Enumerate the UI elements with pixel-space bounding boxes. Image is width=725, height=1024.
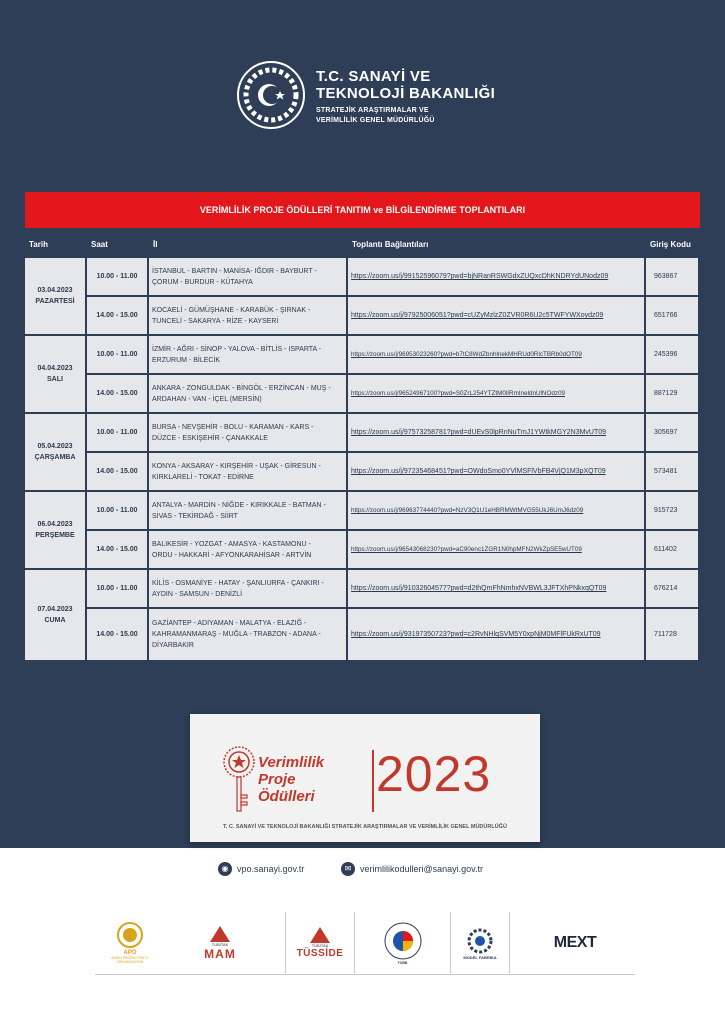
tobb-logo xyxy=(375,912,430,974)
time-cell: 10.00 - 11.00 xyxy=(87,336,149,375)
table-header-row xyxy=(25,230,700,258)
day-date-cell xyxy=(25,336,87,414)
province-line: AYDIN - SAMSUN - DENİZLİ xyxy=(152,590,243,598)
day-date: 07.04.2023 xyxy=(37,606,73,613)
key-seal-icon xyxy=(222,745,256,815)
mext-logo xyxy=(540,912,610,974)
apo-emblem-icon xyxy=(115,922,145,950)
apo-caption: ASIAN PRODUCTIVITY ORGANIZATION xyxy=(111,956,149,964)
website-link[interactable]: vpo.sanayi.gov.tr xyxy=(237,864,305,874)
table-row xyxy=(25,570,700,609)
email-link[interactable]: verimlilikodulleri@sanayi.gov.tr xyxy=(360,864,484,874)
mext-name: MEXT xyxy=(553,934,597,951)
province-line: KOCAELİ - GÜMÜŞHANE - KARABÜK - ŞIRNAK - xyxy=(152,306,311,314)
day-date-cell xyxy=(25,258,87,336)
time-cell: 14.00 - 15.00 xyxy=(87,453,149,492)
table-row xyxy=(25,531,700,570)
province-cell xyxy=(149,414,348,453)
province-line: İSTANBUL - BARTIN - MANİSA- IĞDIR - BAYBURT - xyxy=(152,267,317,275)
time-cell: 10.00 - 11.00 xyxy=(87,258,149,297)
day-date-cell xyxy=(25,570,87,662)
province-line: GAZİANTEP - ADIYAMAN - MALATYA - ELAZIĞ - xyxy=(152,620,307,627)
award-name xyxy=(258,754,324,805)
day-date-cell xyxy=(25,492,87,570)
award-name-line2: Proje xyxy=(258,771,296,788)
award-ministry-footer: T. C. SANAYİ VE TEKNOLOJİ BAKANLIĞI STRATEJİK ARAŞTIRMALAR VE VERİMLİLİK GENEL MÜDÜRLÜĞÜ xyxy=(223,824,507,830)
day-weekday: ÇARŞAMBA xyxy=(34,454,76,461)
province-line: KAHRAMANMARAŞ - MUĞLA - TRABZON - ADANA - xyxy=(152,631,321,638)
tusside-logo xyxy=(285,912,355,974)
column-header-time: Saat xyxy=(91,239,108,249)
website-contact[interactable] xyxy=(218,862,304,876)
day-weekday: PERŞEMBE xyxy=(35,532,75,539)
gear-icon xyxy=(466,927,494,955)
ministry-title xyxy=(316,68,495,102)
partner-logos xyxy=(95,912,635,974)
zoom-link[interactable]: https://zoom.us/j/99152596079?pwd=bjNRanRSWGdxZUQxcDhKNDRYdUNodz09 xyxy=(348,258,646,297)
ministry-header xyxy=(236,60,496,140)
table-row xyxy=(25,414,700,453)
table-row xyxy=(25,336,700,375)
province-line: SİVAS - TEKİRDAĞ - SİİRT xyxy=(152,512,238,520)
province-line: İZMİR - AĞRI - SİNOP - YALOVA - BİTLİS - ISPARTA - xyxy=(152,345,322,353)
day-weekday: PAZARTESİ xyxy=(35,298,75,305)
apo-logo xyxy=(100,912,160,974)
province-line: DÜZCE - ESKİŞEHİR - ÇANAKKALE xyxy=(152,434,268,442)
entry-code: 676214 xyxy=(646,570,700,609)
table-row xyxy=(25,492,700,531)
province-cell xyxy=(149,258,348,297)
entry-code: 963867 xyxy=(646,258,700,297)
province-line: BALIKESİR - YOZGAT - AMASYA - KASTAMONU - xyxy=(152,540,311,548)
day-weekday: CUMA xyxy=(44,617,66,624)
entry-code: 305697 xyxy=(646,414,700,453)
zoom-link[interactable]: https://zoom.us/j/97235468451?pwd=OWdoSmo0YVlMSFlVbFB4VjQ1M3pXQT09 xyxy=(348,453,646,492)
ministry-title-line1: T.C. SANAYİ VE xyxy=(316,68,431,85)
model-factory-name: MODEL FABRİKA xyxy=(463,954,497,960)
province-line: ÇORUM - BURDUR - KÜTAHYA xyxy=(152,278,253,286)
province-cell xyxy=(149,375,348,414)
table-row xyxy=(25,258,700,297)
entry-code: 915723 xyxy=(646,492,700,531)
entry-code: 245396 xyxy=(646,336,700,375)
envelope-icon: ✉ xyxy=(341,862,355,876)
time-cell: 10.00 - 11.00 xyxy=(87,492,149,531)
time-cell: 14.00 - 15.00 xyxy=(87,609,149,662)
zoom-link[interactable]: https://zoom.us/j/96543068230?pwd=aC90enc1ZGR1N0hpMFN2WkZpSE5wUT09 xyxy=(348,531,646,570)
province-cell xyxy=(149,531,348,570)
column-header-links: Toplantı Bağlantıları xyxy=(352,239,429,249)
zoom-link[interactable]: https://zoom.us/j/96963774440?pwd=NzV3Q1U1eHBRMWtMVG55UkJ6UmJ6dz09 xyxy=(348,492,646,531)
meeting-schedule-table xyxy=(25,230,700,662)
email-contact[interactable] xyxy=(341,862,483,876)
province-cell xyxy=(149,453,348,492)
province-cell xyxy=(149,492,348,531)
award-name-line3: Ödülleri xyxy=(258,788,315,805)
tusside-name: TÜSSİDE xyxy=(296,948,344,959)
zoom-link[interactable]: https://zoom.us/j/91032604577?pwd=d2thQmFhNmhxNVBWL3JFTXhPNkxqQT09 xyxy=(348,570,646,609)
day-date: 05.04.2023 xyxy=(37,443,73,450)
time-cell: 14.00 - 15.00 xyxy=(87,375,149,414)
mam-tubitak-label: TÜBİTAK xyxy=(211,941,229,947)
partners-divider xyxy=(95,974,635,975)
zoom-link[interactable]: https://zoom.us/j/97925006051?pwd=cUZyMzlzZ0ZVR0R6U2c5TWFYWXoydz09 xyxy=(348,297,646,336)
province-cell xyxy=(149,570,348,609)
day-date: 03.04.2023 xyxy=(37,287,73,294)
province-line: ANKARA - ZONGULDAK - BİNGÖL - ERZİNCAN - MUŞ - xyxy=(152,384,331,392)
ministry-subtitle-line1: STRATEJİK ARAŞTIRMALAR VE xyxy=(316,107,429,114)
day-date-cell xyxy=(25,414,87,492)
award-name-line1: Verimlilik xyxy=(258,754,325,771)
apo-name: APO xyxy=(123,950,137,956)
province-line: ANTALYA - MARDİN - NİĞDE - KIRIKKALE - BATMAN - xyxy=(152,501,326,509)
ministry-subtitle-line2: VERİMLİLİK GENEL MÜDÜRLÜĞÜ xyxy=(316,117,435,124)
province-line: TUNCELİ - SAKARYA - RİZE - KAYSERİ xyxy=(152,317,279,325)
column-header-date: Tarih xyxy=(29,239,48,249)
province-line: KONYA - AKSARAY - KIRŞEHİR - UŞAK - GİRESUN - xyxy=(152,462,321,470)
entry-code: 887129 xyxy=(646,375,700,414)
province-cell xyxy=(149,609,348,662)
province-line: KİLİS - OSMANİYE - HATAY - ŞANLIURFA - ÇANKIRI - xyxy=(152,579,324,587)
province-line: ERZURUM - BİLECİK xyxy=(152,356,221,364)
time-cell: 10.00 - 11.00 xyxy=(87,570,149,609)
tobb-emblem-icon xyxy=(383,921,423,961)
award-divider xyxy=(372,750,374,812)
province-line: BURSA - NEVŞEHİR - BOLU - KARAMAN - KARS - xyxy=(152,423,314,431)
province-line: ARDAHAN - VAN - İÇEL (MERSİN) xyxy=(152,395,262,403)
zoom-link[interactable]: https://zoom.us/j/96524967100?pwd=S0ZrL254YTZtM0lIRmIneldnUlNOdz09 xyxy=(348,375,646,414)
time-cell: 10.00 - 11.00 xyxy=(87,414,149,453)
tobb-name: TOBB xyxy=(397,961,408,965)
tubitak-emblem-icon xyxy=(210,926,230,942)
mam-logo xyxy=(190,912,250,974)
time-cell: 14.00 - 15.00 xyxy=(87,531,149,570)
entry-code: 651766 xyxy=(646,297,700,336)
day-date: 06.04.2023 xyxy=(37,521,73,528)
province-cell xyxy=(149,297,348,336)
mam-name: MAM xyxy=(204,946,236,961)
table-row xyxy=(25,297,700,336)
time-cell: 14.00 - 15.00 xyxy=(87,297,149,336)
tubitak-emblem-icon xyxy=(310,927,330,943)
province-line: ORDU - HAKKARİ - AFYONKARAHİSAR - ARTVİN xyxy=(152,551,312,559)
tusside-tubitak-label: TÜBİTAK xyxy=(311,943,329,948)
table-row xyxy=(25,609,700,662)
province-cell xyxy=(149,336,348,375)
table-row xyxy=(25,375,700,414)
province-line: DİYARBAKIR xyxy=(152,642,194,649)
ministry-title-line2: TEKNOLOJİ BAKANLIĞI xyxy=(316,85,496,102)
globe-icon: ◉ xyxy=(218,862,232,876)
ministry-emblem-icon xyxy=(236,60,306,130)
zoom-link[interactable]: https://zoom.us/j/96953023260?pwd=b7tC8WdZbnhlnekMHRUd0RlcTBRb0dOT09 xyxy=(348,336,646,375)
province-line: KIRKLARELİ - TOKAT - EDİRNE xyxy=(152,473,254,481)
entry-code: 611402 xyxy=(646,531,700,570)
column-header-code: Giriş Kodu xyxy=(650,239,691,249)
column-header-province: İl xyxy=(153,239,158,249)
entry-code: 573481 xyxy=(646,453,700,492)
day-weekday: SALI xyxy=(47,376,63,383)
model-factory-logo xyxy=(450,912,510,974)
entry-code: 711728 xyxy=(646,609,700,662)
table-row xyxy=(25,453,700,492)
zoom-link[interactable]: https://zoom.us/j/97573258781?pwd=dUEvS0lpRnNuTmJ1YWtkMGY2N3MvUT09 xyxy=(348,414,646,453)
meeting-banner: VERİMLİLİK PROJE ÖDÜLLERİ TANITIM ve BİLGİLENDİRME TOPLANTILARI xyxy=(25,192,700,228)
day-date: 04.04.2023 xyxy=(37,365,73,372)
zoom-link[interactable]: https://zoom.us/j/93197350723?pwd=c2RvNHlqSVM5Y0xpNjM0MFlFUkRxUT09 xyxy=(348,609,646,662)
ministry-subtitle xyxy=(316,106,435,126)
award-year: 2023 xyxy=(376,746,492,802)
